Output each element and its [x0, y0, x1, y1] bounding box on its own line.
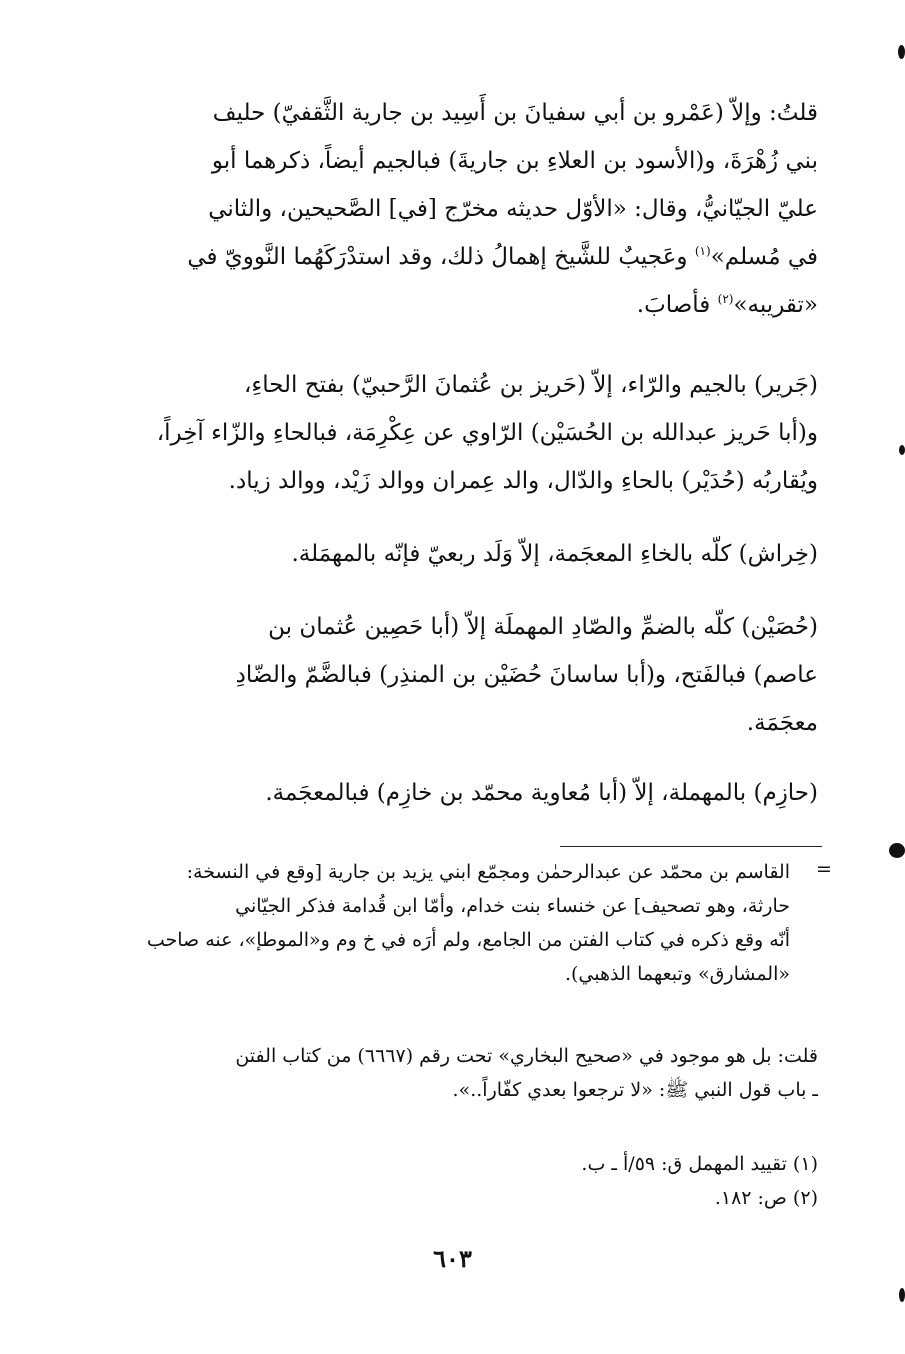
text-line: قلتُ: وإلاّ (عَمْرو بن أبي سفيانَ بن أَسِيد بن جارية الثَّقفيّ) حليف: [212, 100, 818, 126]
footnote-line: حارثة، وهو تصحيف] عن خنساء بنت خدام، وأمّا ابن قُدامة فذكر الجيّاني: [235, 895, 790, 917]
text-line: (حازِم) بالمهملة، إلاّ (أبا مُعاوية محمّد بن خازِم) فبالمعجَمة.: [265, 780, 818, 806]
footnote-line: القاسم بن محمّد عن عبدالرحمٰن ومجمّع ابني يزيد بن جارية [وقع في النسخة:: [186, 861, 790, 883]
text-line: بني زُهْرَةَ، و(الأسود بن العلاءِ بن جاريةَ) فبالجيم أيضاً، ذكرهما أبو: [211, 148, 818, 174]
scan-mark: [899, 445, 905, 455]
continuation-marker: =: [816, 858, 832, 880]
text-line: ويُقاربُه (حُدَيْر) بالحاءِ والدّال، والد عِمران ووالد زَيْد، ووالد زياد.: [228, 468, 818, 494]
footnote-continuation: [128, 855, 790, 991]
text-line: عليّ الجيّانيُّ، وقال: «الأوّل حديثه مخرّج [في] الصَّحيحين، والثاني: [208, 196, 818, 222]
paragraph-3: [128, 530, 818, 578]
footnote-2: (٢) ص: ١٨٢.: [714, 1187, 818, 1209]
text-line: عاصم) فبالفَتح، و(أبا ساسانَ حُضَيْن بن المنذِر) فبالضَّمّ والضّادِ: [235, 662, 818, 688]
paragraph-4: [128, 603, 818, 747]
footnote-ref-2: (٢): [717, 292, 734, 306]
text-line: معجَمَة.: [746, 710, 818, 736]
page-number: ٦٠٣: [433, 1244, 472, 1273]
footnote-line: ـ باب قول النبي ﷺ: «لا ترجعوا بعدي كفّاراً..».: [452, 1079, 818, 1101]
text-line: (جَرير) بالجيم والرّاء، إلاّ (حَريز بن عُثمانَ الرَّحبيّ) بفتح الحاءِ،: [243, 372, 818, 398]
text-line: (خِراش) كلّه بالخاءِ المعجَمة، إلاّ وَلَد ربعيّ فإنّه بالمهمَلة.: [291, 541, 818, 567]
scan-mark: [898, 45, 905, 59]
text-line: (حُصَيْن) كلّه بالضمِّ والصّادِ المهملَة إلاّ (أبا حَصِين عُثمان بن: [268, 614, 818, 640]
footnote-1: (١) تقييد المهمل ق: ٥٩/أ ـ ب.: [581, 1153, 818, 1175]
text-fragment: وعَجيبٌ للشَّيخ إهمالُ ذلك، وقد استدْرَكَهُما النَّوويّ في: [187, 244, 688, 270]
paragraph-5: [128, 769, 818, 817]
text-line-with-note: [128, 233, 818, 281]
text-fragment: في مُسلم»: [710, 244, 818, 270]
footnote-line: قلت: بل هو موجود في «صحيح البخاري» تحت رقم (٦٦٦٧) من كتاب الفتن: [235, 1045, 818, 1067]
paragraph-2: [128, 361, 818, 505]
text-fragment: «تقريبه»: [733, 292, 818, 318]
text-fragment: فأصابَ.: [636, 292, 711, 318]
footnote-line: «المشارق» وتبعهما الذهبي).: [564, 963, 790, 985]
editor-note: [128, 1039, 818, 1107]
scan-mark: [899, 1288, 905, 1302]
footnotes: [128, 1147, 818, 1215]
footnote-ref-1: (١): [694, 244, 711, 258]
text-line: و(أبا حَريز عبدالله بن الحُسَيْن) الرّاوي عن عِكْرِمَة، فبالحاءِ والزّاء آخِراً،: [156, 420, 818, 446]
scan-mark: [889, 843, 905, 858]
text-line-with-note: [128, 281, 818, 329]
paragraph-1: [128, 89, 818, 329]
footnote-separator: [560, 846, 822, 847]
footnote-line: أنّه وقع ذكره في كتاب الفتن من الجامع، ولم أرَه في خ وم و«الموطإ»، عنه صاحب: [146, 929, 790, 951]
